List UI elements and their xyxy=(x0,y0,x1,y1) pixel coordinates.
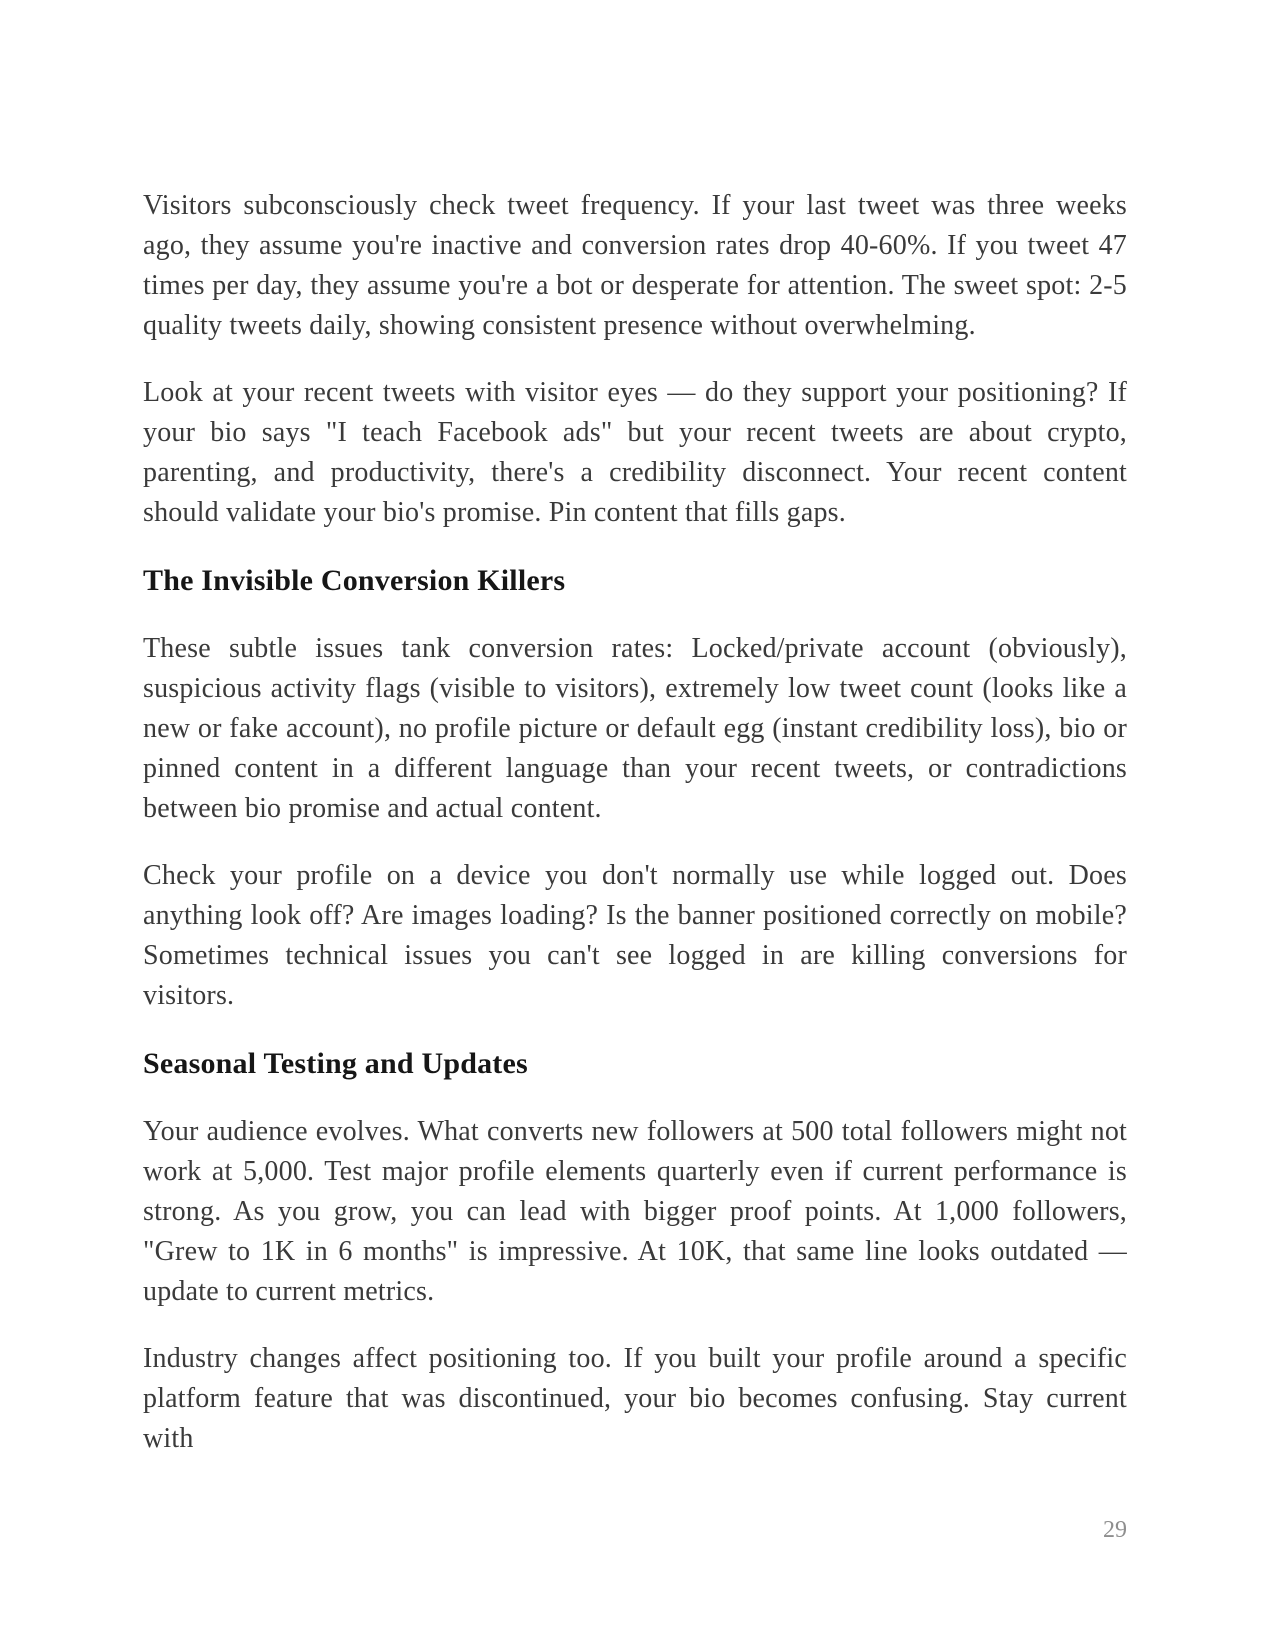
page-number: 29 xyxy=(1103,1517,1127,1543)
heading-seasonal-testing-and-updates: Seasonal Testing and Updates xyxy=(143,1047,528,1080)
paragraph-tweet-frequency: Visitors subconsciously check tweet frequency. If your last tweet was three weeks ago, they assume you're inactive and conversion rates drop 40-60%. If you tweet 47 times per day, they assume you're a bot or desperate for attention. The sweet spot: 2-5 quality tweets daily, showing consistent presence without overwhelming. xyxy=(143,190,1127,341)
paragraph-logged-out-check: Check your profile on a device you don't normally use while logged out. Does anything look off? Are images loading? Is the banner positioned correctly on mobile? Sometimes technical issues you can't see logged in are killing conversions for visitors. xyxy=(143,860,1127,1011)
heading-invisible-conversion-killers: The Invisible Conversion Killers xyxy=(143,564,566,597)
paragraph-industry-changes: Industry changes affect positioning too. If you built your profile around a specific platform feature that was discontinued, your bio becomes confusing. Stay current with xyxy=(143,1343,1127,1454)
paragraph-conversion-killers-list: These subtle issues tank conversion rates: Locked/private account (obviously), suspicious activity flags (visible to visitors), extremely low tweet count (looks like a new or fake account), no profile picture or default egg (instant credibility loss), bio or pinned content in a different language than your recent tweets, or contradictions between bio promise and actual content. xyxy=(143,633,1127,824)
paragraph-audience-evolves: Your audience evolves. What converts new followers at 500 total followers might not work at 5,000. Test major profile elements quarterly even if current performance is strong. As you grow, you can lead with bigger proof points. At 1,000 followers, "Grew to 1K in 6 months" is impressive. At 10K, that same line looks outdated — update to current metrics. xyxy=(143,1116,1127,1307)
paragraph-recent-tweets: Look at your recent tweets with visitor eyes — do they support your positioning? If your bio says "I teach Facebook ads" but your recent tweets are about crypto, parenting, and productivity, there's a credibility disconnect. Your recent content should validate your bio's promise. Pin content that fills gaps. xyxy=(143,377,1127,528)
